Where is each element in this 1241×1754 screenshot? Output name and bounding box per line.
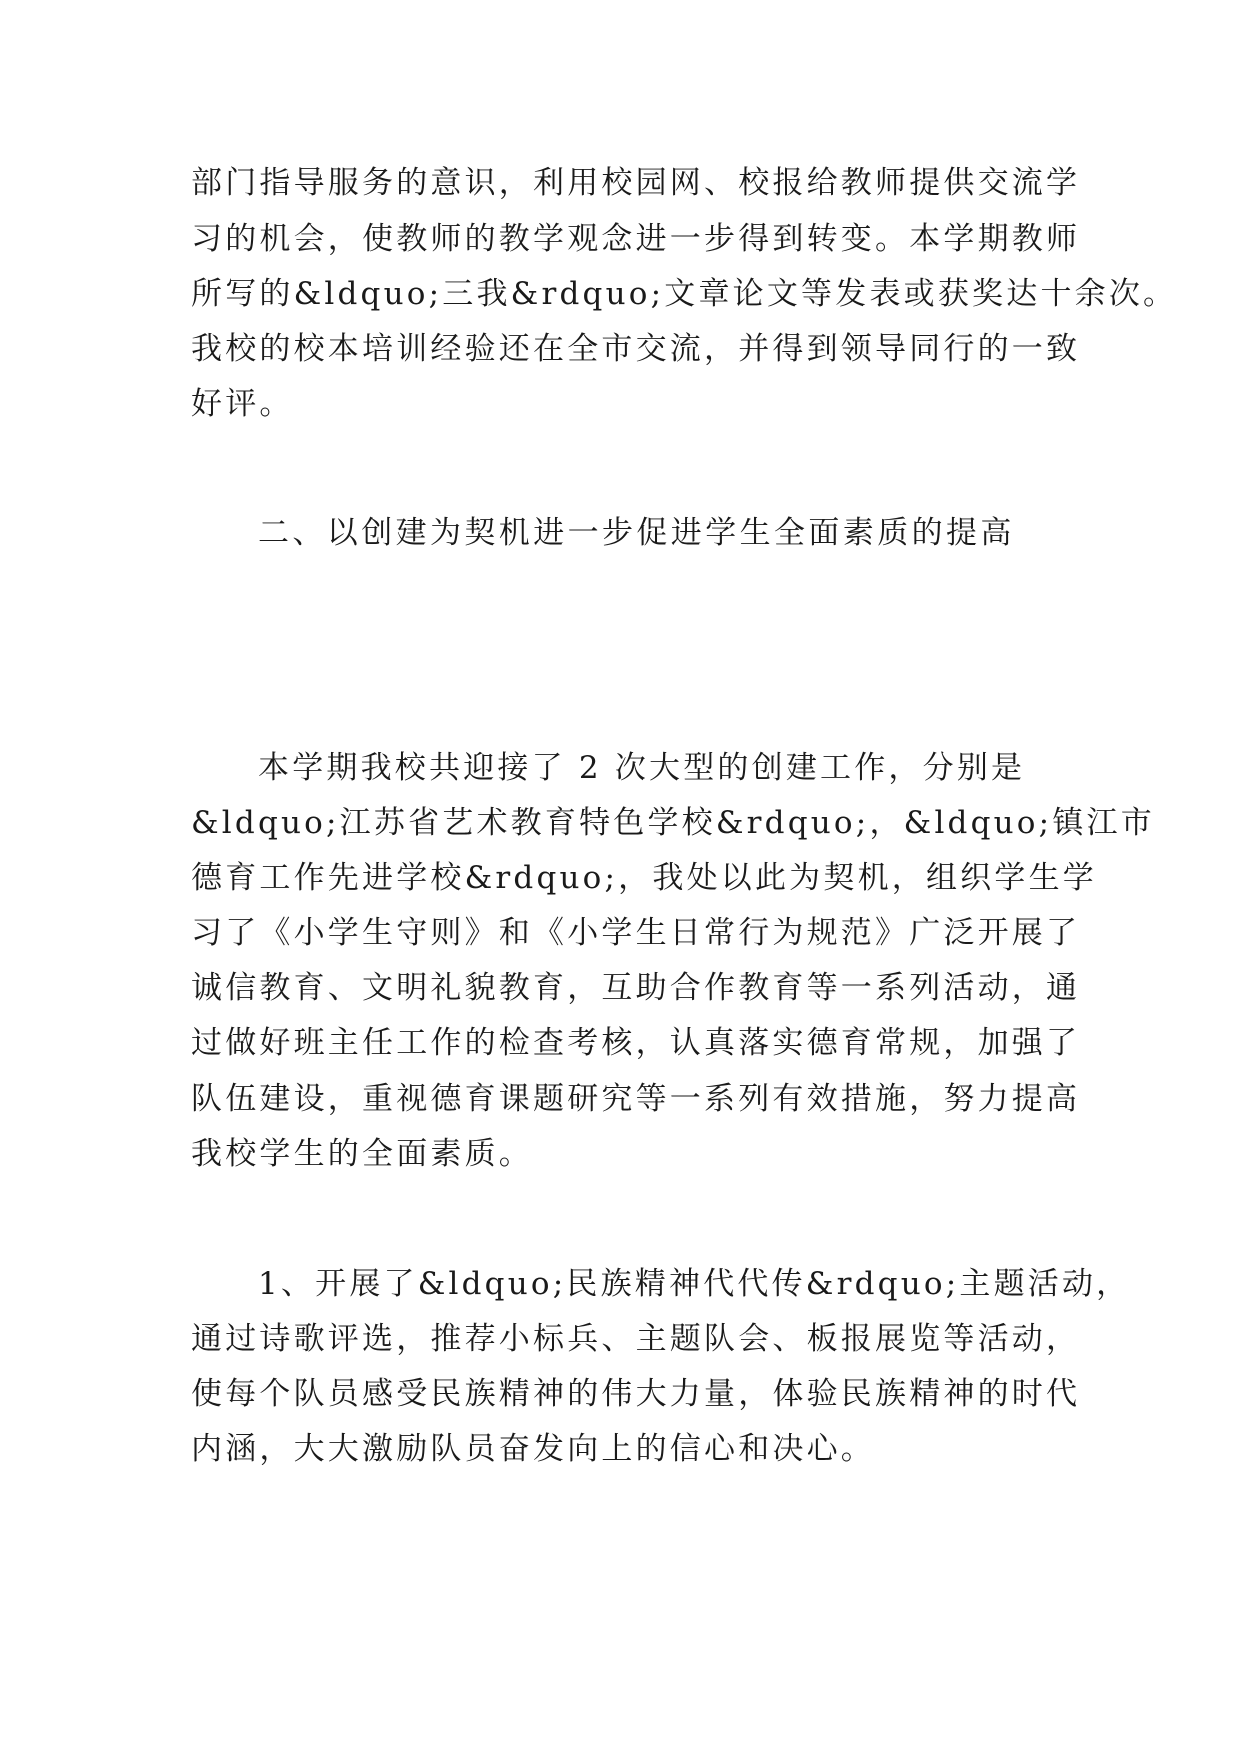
paragraph-line: &ldquo;江苏省艺术教育特色学校&rdquo;，&ldquo;镇江市 bbox=[191, 805, 1155, 841]
paragraph-line: 队伍建设，重视德育课题研究等一系列有效措施，努力提高 bbox=[191, 1081, 1081, 1117]
paragraph-line: 过做好班主任工作的检查考核，认真落实德育常规，加强了 bbox=[191, 1025, 1081, 1061]
paragraph-line: 通过诗歌评选，推荐小标兵、主题队会、板报展览等活动， bbox=[191, 1321, 1081, 1357]
paragraph-line: 所写的&ldquo;三我&rdquo;文章论文等发表或获奖达十余次。 bbox=[191, 276, 1178, 312]
paragraph-line: 本学期我校共迎接了 2 次大型的创建工作，分别是 bbox=[258, 750, 1026, 786]
paragraph-line: 我校的校本培训经验还在全市交流，并得到领导同行的一致 bbox=[191, 331, 1081, 367]
paragraph-line: 诚信教育、文明礼貌教育，互助合作教育等一系列活动，通 bbox=[191, 970, 1081, 1006]
paragraph-line: 1、开展了&ldquo;民族精神代代传&rdquo;主题活动， bbox=[258, 1266, 1131, 1302]
section-heading: 二、以创建为契机进一步促进学生全面素质的提高 bbox=[258, 515, 1015, 551]
paragraph-line: 使每个队员感受民族精神的伟大力量，体验民族精神的时代 bbox=[191, 1376, 1081, 1412]
paragraph-line: 好评。 bbox=[191, 386, 294, 422]
paragraph-line: 内涵，大大激励队员奋发向上的信心和决心。 bbox=[191, 1431, 875, 1467]
paragraph-line: 习的机会，使教师的教学观念进一步得到转变。本学期教师 bbox=[191, 221, 1081, 257]
paragraph-line: 习了《小学生守则》和《小学生日常行为规范》广泛开展了 bbox=[191, 915, 1081, 951]
paragraph-line: 我校学生的全面素质。 bbox=[191, 1136, 533, 1172]
paragraph-line: 德育工作先进学校&rdquo;，我处以此为契机，组织学生学 bbox=[191, 860, 1097, 896]
paragraph-line: 部门指导服务的意识，利用校园网、校报给教师提供交流学 bbox=[191, 165, 1081, 201]
